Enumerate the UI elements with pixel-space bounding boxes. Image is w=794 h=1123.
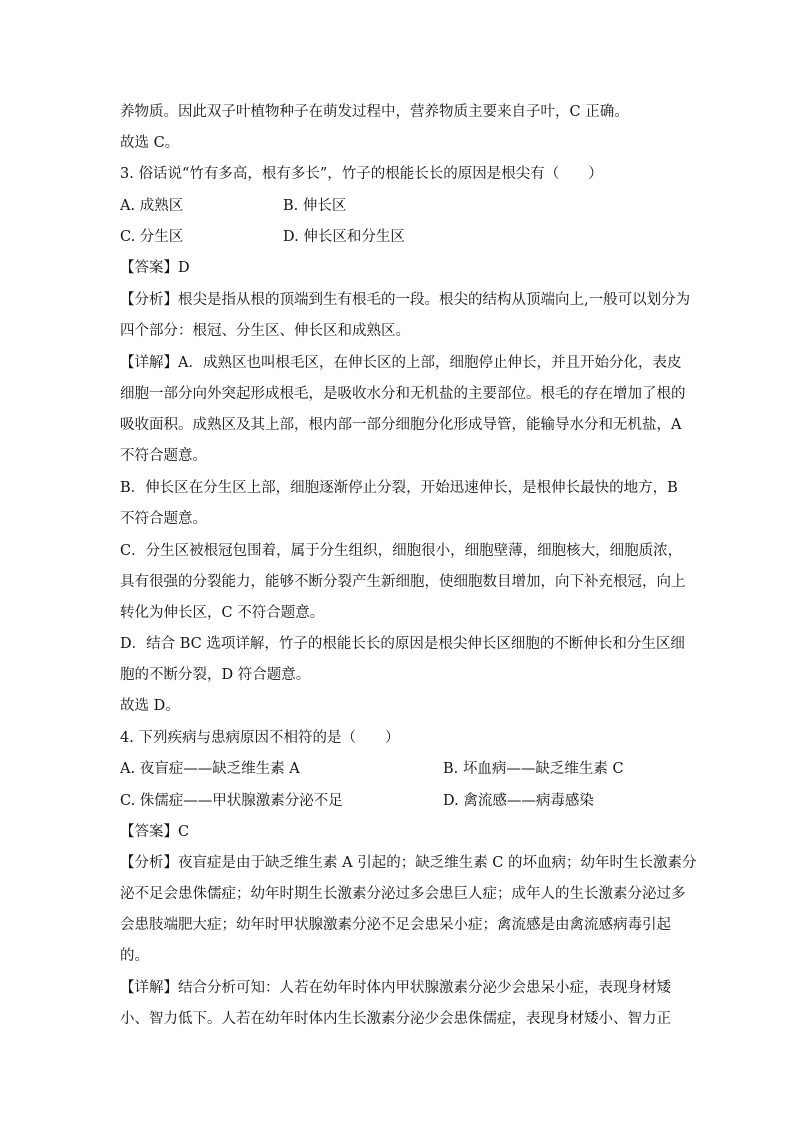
analysis-line: 【分析】根尖是指从根的顶端到生有根毛的一段。根尖的结构从顶端向上,一般可以划分为 xyxy=(120,292,691,308)
answer-line: 【答案】D xyxy=(120,260,190,276)
analysis-line: 会患肢端肥大症；幼年时甲状腺激素分泌不足会患呆小症；禽流感是由禽流感病毒引起 xyxy=(120,917,671,933)
detail-line: C．分生区被根冠包围着，属于分生组织，细胞很小，细胞壁薄，细胞核大，细胞质浓， xyxy=(120,543,683,559)
detail-line: 细胞一部分向外突起形成根毛，是吸收水分和无机盐的主要部位。根毛的存在增加了根的 xyxy=(120,386,686,402)
q4-option-c: C. 侏儒症——甲状腺激素分泌不足 xyxy=(120,793,343,809)
detail-line: 转化为伸长区，C 不符合题意。 xyxy=(120,605,325,621)
analysis-line: 【分析】夜盲症是由于缺乏维生素 A 引起的；缺乏维生素 C 的坏血病；幼年时生长激素分 xyxy=(120,855,697,871)
text-line: 故选 D。 xyxy=(120,698,180,714)
analysis-line: 四个部分：根冠、分生区、伸长区和成熟区。 xyxy=(120,323,410,339)
q3-option-b: B. 伸长区 xyxy=(283,198,347,214)
detail-line: 不符合题意。 xyxy=(120,511,207,527)
q4-option-a: A. 夜盲症——缺乏维生素 A xyxy=(120,761,300,777)
question-3-stem: 3. 俗话说“竹有多高，根有多长”，竹子的根能长长的原因是根尖有（ ） xyxy=(120,166,603,182)
question-4-stem: 4. 下列疾病与患病原因不相符的是（ ） xyxy=(120,730,400,746)
detail-line: 吸收面积。成熟区及其上部，根内部一部分细胞分化形成导管，能输导水分和无机盐，A xyxy=(120,417,682,433)
detail-line: 具有很强的分裂能力，能够不断分裂产生新细胞，使细胞数目增加，向下补充根冠，向上 xyxy=(120,574,686,590)
detail-line: 小、智力低下。人若在幼年时体内生长激素分泌少会患侏儒症，表现身材矮小、智力正 xyxy=(120,1011,671,1027)
detail-line: B．伸长区在分生区上部，细胞逐渐停止分裂，开始迅速伸长，是根伸长最快的地方，B xyxy=(120,480,678,496)
detail-line: 【详解】A．成熟区也叫根毛区，在伸长区的上部，细胞停止伸长，并且开始分化，表皮 xyxy=(120,355,682,371)
detail-line: D．结合 BC 选项详解，竹子的根能长长的原因是根尖伸长区细胞的不断伸长和分生区细 xyxy=(120,636,685,652)
q3-option-a: A. 成熟区 xyxy=(120,198,184,214)
detail-line: 不符合题意。 xyxy=(120,448,207,464)
q4-option-b: B. 坏血病——缺乏维生素 C xyxy=(443,761,624,777)
q4-option-d: D. 禽流感——病毒感染 xyxy=(443,793,594,809)
detail-line: 【详解】结合分析可知：人若在幼年时体内甲状腺激素分泌少会患呆小症，表现身材矮 xyxy=(120,980,671,996)
analysis-line: 的。 xyxy=(120,948,149,964)
answer-line: 【答案】C xyxy=(120,824,190,840)
q3-option-d: D. 伸长区和分生区 xyxy=(283,229,405,245)
text-line: 故选 C。 xyxy=(120,135,180,151)
detail-line: 胞的不断分裂，D 符合题意。 xyxy=(120,667,311,683)
q3-option-c: C. 分生区 xyxy=(120,229,184,245)
text-line: 养物质。因此双子叶植物种子在萌发过程中，营养物质主要来自子叶，C 正确。 xyxy=(120,104,629,120)
analysis-line: 泌不足会患侏儒症；幼年时期生长激素分泌过多会患巨人症；成年人的生长激素分泌过多 xyxy=(120,886,686,902)
